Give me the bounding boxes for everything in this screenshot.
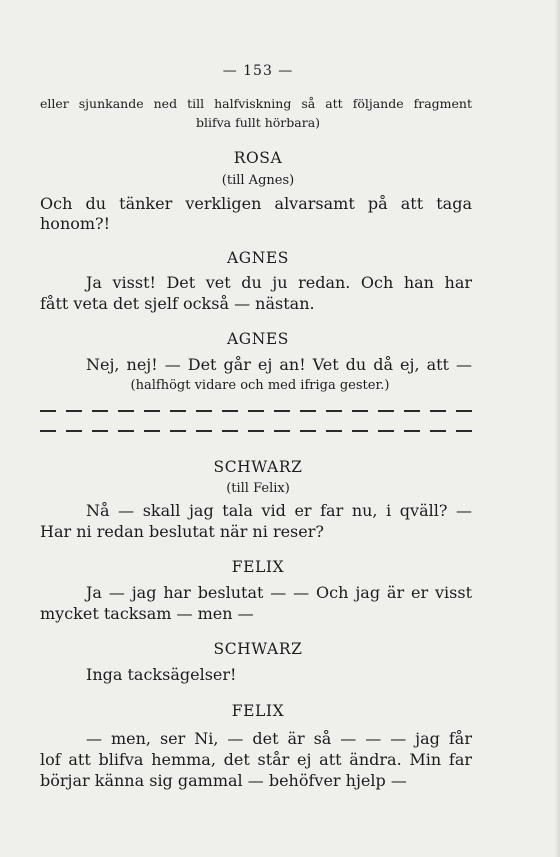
dialogue-line: börjar känna sig gammal — behöfver hjelp — (40, 771, 407, 790)
speaker-name: FELIX (231, 702, 285, 720)
dash-rule (40, 410, 472, 412)
dialogue-line: lof att blifva hemma, det står ej att ändra. Min far (40, 750, 472, 769)
speaker-name: AGNES (226, 249, 290, 267)
dialogue-line: Och du tänker verkligen alvarsamt på att taga (40, 194, 472, 213)
dash-rule (40, 430, 472, 432)
dialogue-line: Ja visst! Det vet du ju redan. Och han har (86, 273, 472, 292)
stage-direction: (halfhögt vidare och med ifriga gester.) (130, 378, 390, 393)
speaker-name: FELIX (231, 558, 285, 576)
page-number: — 153 — (222, 63, 294, 79)
dialogue-line: honom?! (40, 214, 111, 233)
dialogue-line: mycket tacksam — men — (40, 604, 254, 623)
dialogue-line: Nej, nej! — Det går ej an! Vet du då ej, att — (86, 355, 472, 374)
stage-direction-line: blifva fullt hörbara) (195, 115, 321, 130)
dialogue-line: — men, ser Ni, — det är så — — — jag får (86, 729, 472, 748)
speaker-name: SCHWARZ (213, 640, 303, 658)
stage-direction-line: eller sjunkande ned till halfviskning så att följande fragment (40, 96, 472, 111)
dialogue-line: Nå — skall jag tala vid er far nu, i qväll? — (86, 501, 472, 520)
dialogue-line: Ja — jag har beslutat — — Och jag är er visst (86, 583, 472, 602)
stage-direction: (till Felix) (226, 481, 290, 496)
stage-direction: (till Agnes) (221, 173, 295, 188)
speaker-name: SCHWARZ (213, 458, 303, 476)
speaker-name: ROSA (233, 149, 283, 167)
speaker-name: AGNES (226, 330, 290, 348)
dialogue-line: Har ni redan beslutat när ni reser? (40, 522, 324, 541)
dialogue-line: fått veta det sjelf också — nästan. (40, 294, 315, 313)
dialogue-line: Inga tacksägelser! (86, 665, 237, 684)
